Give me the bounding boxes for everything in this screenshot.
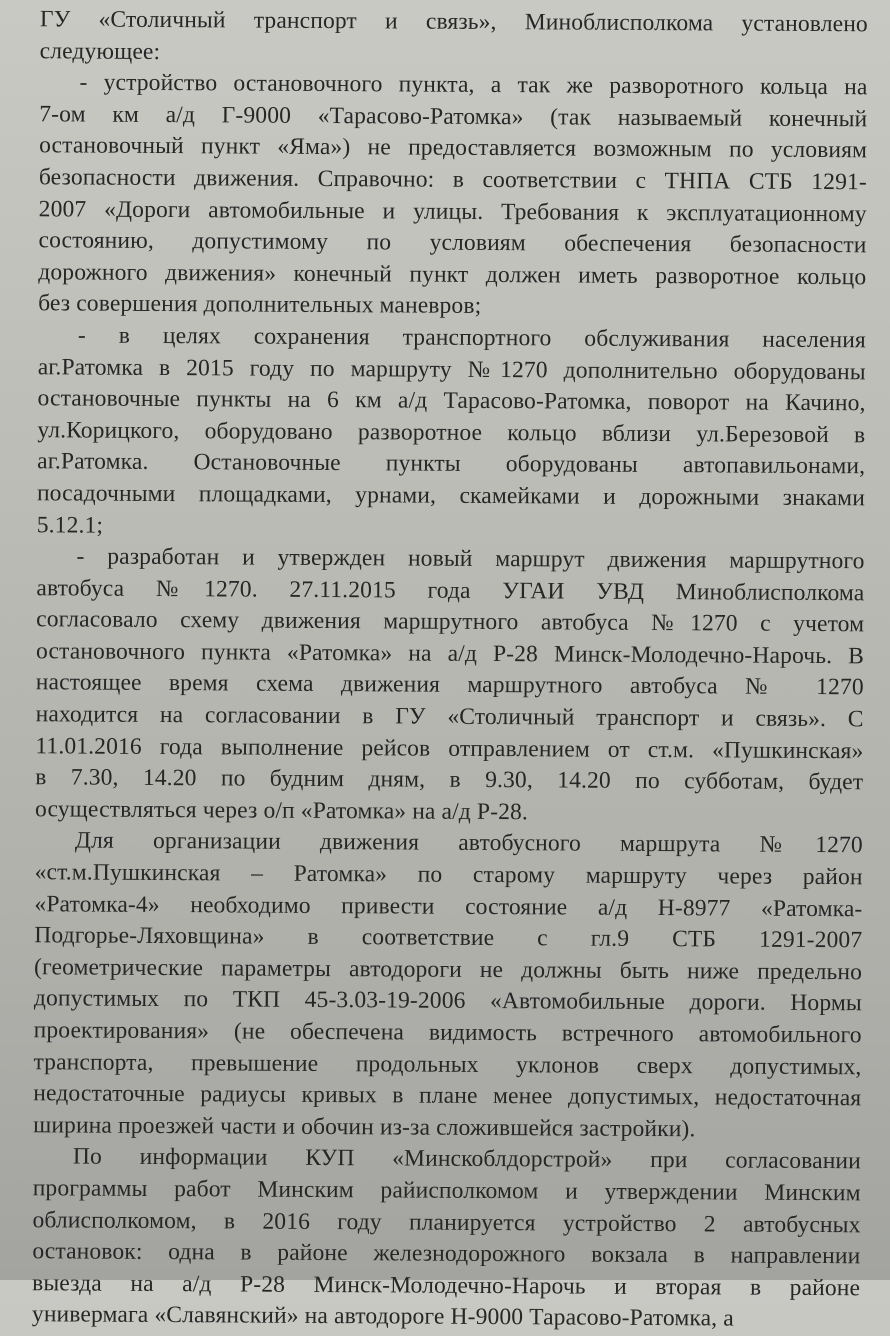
text-line: транспорта, превышение продольных уклонов сверх допустимых, [33,1048,862,1080]
text-line: дорожного движения» конечный пункт должен иметь разворотное кольцо [38,258,867,291]
text-line: аг.Ратомка в 2015 году по маршруту №1270 дополнительно оборудованы [37,353,866,385]
text-line: допустимых по ТКП 45-3.03-19-2006 «Автомобильные дороги. Нормы [33,985,862,1017]
text-line: находится на согласовании в ГУ «Столичный транспорт и связь». С [35,701,864,733]
text-line: - устройство остановочного пункта, а так же разворотного кольца на [79,69,868,101]
text-line: выезда на а/д Р-28 Минск-Молодечно-Нарочь и вторая в районе [32,1269,861,1302]
text-line: универмага «Славянский» на автодороге Н-9000 Тарасово-Ратомка, а [31,1301,734,1332]
text-line: посадочными площадками, урнами, скамейками и дорожными знаками [36,480,866,512]
text-line: Для организации движения автобусного маршрута №1270 [74,827,863,859]
text-line: настоящее время схема движения маршрутного автобуса № 1270 [35,669,864,701]
text-line: аг.Ратомка. Остановочные пункты оборудованы автопавильонами, [37,448,866,480]
text-line: «Ратомка-4» необходимо привести состояние а/д Н-8977 «Ратомка- [34,890,863,922]
text-line: 11.01.2016 года выполнение рейсов отправлением от ст.м. «Пушкинская» [35,732,864,764]
text-line: автобуса №1270. 27.11.2015 года УГАИ УВД Миноблисполкома [36,574,865,606]
paragraph [38,67,868,325]
text-line: остановочный пункт «Яма») не предоставляется возможным по условиям [39,132,868,164]
text-line: 7-ом км а/д Г-9000 «Тарасово-Ратомка» (так называемый конечный [39,101,868,133]
text-line: (геометрические параметры автодороги не должны быть ниже предельно [34,954,863,986]
text-line: остановочные пункты на 6 км а/д Тарасово-Ратомка, поворот на Качино, [37,385,866,417]
text-line: Подгорье-Ляховщина» в соответствие с гл.9 СТБ 1291-2007 [34,922,863,954]
text-line: 2007 «Дороги автомобильные и улицы. Требования к эксплуатационному [38,195,867,227]
text-line: состоянию, допустимому по условиям обеспечения безопасности [38,227,867,259]
text-line: остановок: одна в районе железнодорожного вокзала в направлении [32,1238,861,1270]
text-line: согласовало схему движения маршрутного автобуса №1270 с учетом [36,606,865,638]
text-line: остановочного пункта «Ратомка» на а/д Р-28 Минск-Молодечно-Нарочь. В [35,638,865,670]
text-line: 5.12.1; [36,511,104,539]
text-line: без совершения дополнительных маневров; [38,290,482,320]
paragraph [35,541,865,830]
text-line: По информации КУП «Минскоблдорстрой» при согласовании [72,1143,861,1175]
paragraph [37,320,866,546]
paragraph [40,4,868,72]
text-line: проектирования» (не обеспечена видимость встречного автомобильного [33,1017,862,1049]
document-body [32,4,868,1336]
text-line: облисполкомом, в 2016 году планируется устройство 2 автобусных [32,1206,861,1238]
text-line: следующее: [39,37,161,65]
text-line: недостаточные радиусы кривых в плане менее допустимых, недостаточная [33,1080,862,1112]
text-line: ГУ «Столичный транспорт и связь», Миноблисполкома установлено [39,6,868,38]
text-line: - разработан и утвержден новый маршрут движения маршрутного [76,543,865,575]
paragraph [33,826,863,1147]
text-line: ширина проезжей части и обочин из-за сложившейся застройки). [33,1112,696,1143]
text-line: ул.Корицкого, оборудовано разворотное кольцо вблизи ул.Березовой в [37,416,866,449]
text-line: осуществляться через о/п «Ратомка» на а/д Р-28. [34,796,529,826]
text-line: программы работ Минским райисполкомом и утверждении Минским [32,1175,861,1207]
text-line: в 7.30, 14.20 по будним дням, в 9.30, 14.20 по субботам, будет [35,764,864,796]
text-line: безопасности движения. Справочно: в соответствии с ТНПА СТБ 1291- [38,164,867,196]
paragraph [32,1142,861,1336]
text-line: - в целях сохранения транспортного обслуживания населения [77,322,867,354]
text-line: «ст.м.Пушкинская – Ратомка» по старому маршруту через район [34,859,863,891]
